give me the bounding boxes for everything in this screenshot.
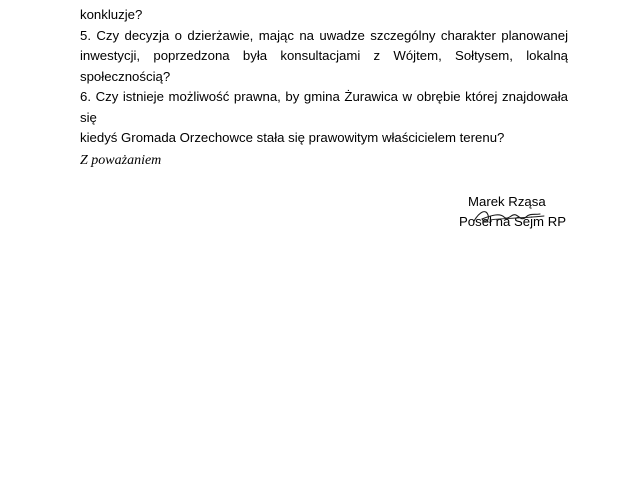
question-5-line-1: 5. Czy decyzja o dzierżawie, mając na uwadze szczególny charakter planowanej bbox=[80, 27, 568, 43]
question-5-line-2: inwestycji, poprzedzona była konsultacjami z Wójtem, Sołtysem, lokalną bbox=[80, 48, 568, 63]
question-5 bbox=[80, 26, 568, 88]
question-6-line-2: kiedyś Gromada Orzechowce stała się prawowitym właścicielem terenu? bbox=[80, 130, 505, 145]
question-6 bbox=[80, 87, 568, 149]
previous-question-fragment: konkluzje? bbox=[80, 7, 143, 22]
closing-salutation: Z poważaniem bbox=[80, 152, 162, 168]
signatory-name: Marek Rząsa bbox=[468, 194, 546, 209]
letter-body bbox=[80, 5, 568, 171]
signatory-title: Poseł na Sejm RP bbox=[459, 214, 567, 229]
question-6-line-1: 6. Czy istnieje możliwość prawna, by gmina Żurawica w obrębie której znajdowała się bbox=[80, 89, 568, 125]
question-5-line-3: społecznością? bbox=[80, 68, 171, 84]
handwritten-signature bbox=[470, 205, 550, 227]
